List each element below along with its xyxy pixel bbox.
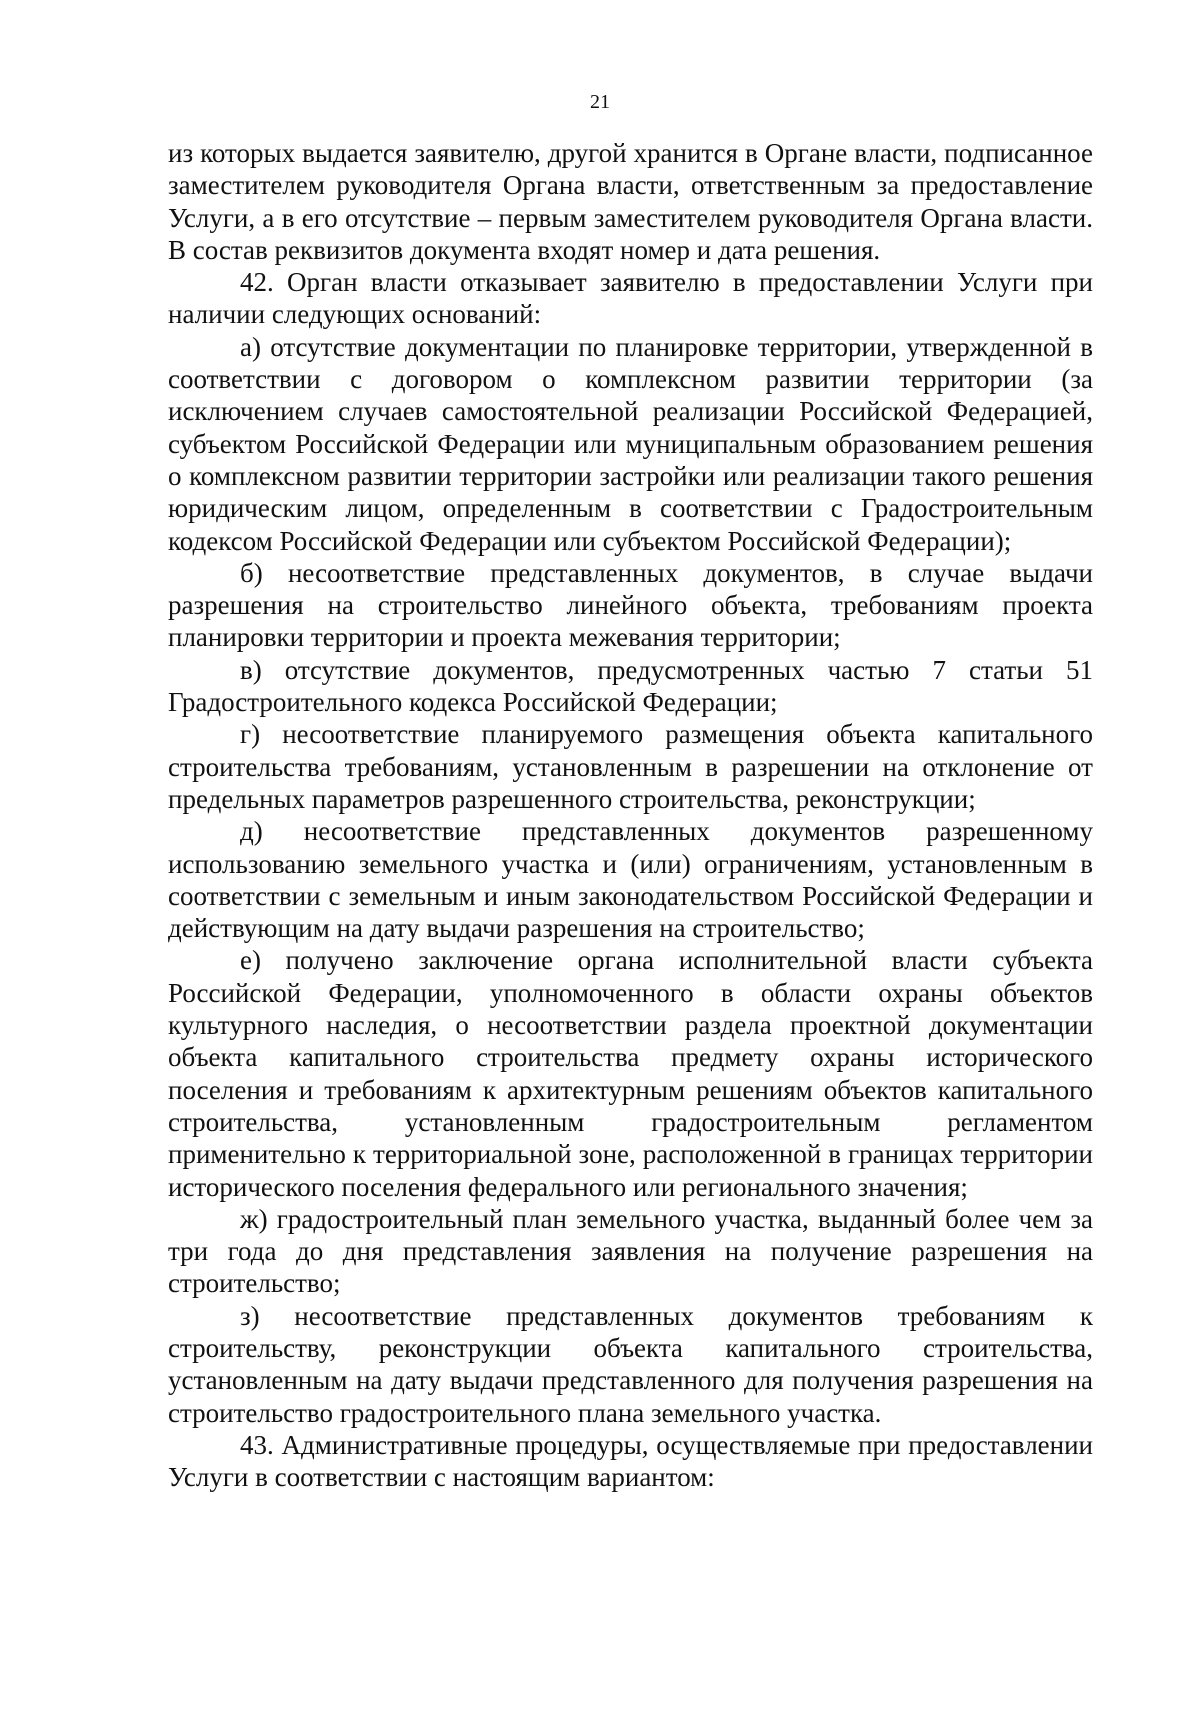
paragraph-43: 43. Административные процедуры, осуществляемые при предоставлении Услуги в соответствии с настоящим вариантом:	[168, 1429, 1093, 1493]
paragraph-42-d: д) несоответствие представленных документов разрешенному использованию земельного участка и (или) ограничениям, установленным в соответствии с земельным и иным законодательством Российской Федерации и действующим на дату выдачи разрешения на строительство;	[168, 816, 1093, 944]
paragraph-42-b: б) несоответствие представленных документов, в случае выдачи разрешения на строительство линейного объекта, требованиям проекта планировки территории и проекта межевания территории;	[168, 557, 1093, 653]
document-body	[168, 137, 1093, 1493]
page-number: 21	[590, 91, 610, 113]
paragraph-42: 42. Орган власти отказывает заявителю в предоставлении Услуги при наличии следующих оснований:	[168, 267, 1093, 330]
paragraph-42-e: е) получено заключение органа исполнительной власти субъекта Российской Федерации, уполномоченного в области охраны объектов культурного наследия, о несоответствии раздела проектной документации объекта капитального строительства предмету охраны исторического поселения и требованиям к архитектурным решениям объектов капитального строительства, установленным градостроительным регламентом применительно к территориальной зоне, расположенной в границах территории исторического поселения федерального или регионального значения;	[168, 945, 1093, 1202]
paragraph-continuation: из которых выдается заявителю, другой хранится в Органе власти, подписанное заместителем руководителя Органа власти, ответственным за предоставление Услуги, а в его отсутствие – первым заместителем руководителя Органа власти. В состав реквизитов документа входят номер и дата решения.	[168, 138, 1093, 265]
paragraph-42-a: а) отсутствие документации по планировке территории, утвержденной в соответствии с договором о комплексном развитии территории (за исключением случаев самостоятельной реализации Российской Федерацией, субъектом Российской Федерации или муниципальным образованием решения о комплексном развитии территории застройки или реализации такого решения юридическим лицом, определенным в соответствии с Градостроительным кодексом Российской Федерации или субъектом Российской Федерации);	[168, 331, 1093, 556]
paragraph-42-v: в) отсутствие документов, предусмотренных частью 7 статьи 51 Градостроительного кодекса Российской Федерации;	[168, 654, 1093, 718]
paragraph-42-g: г) несоответствие планируемого размещения объекта капитального строительства требованиям, установленным в разрешении на отклонение от предельных параметров разрешенного строительства, реконструкции;	[168, 719, 1093, 814]
paragraph-42-zh: ж) градостроительный план земельного участка, выданный более чем за три года до дня представления заявления на получение разрешения на строительство;	[168, 1203, 1093, 1299]
paragraph-42-z: з) несоответствие представленных документов требованиям к строительству, реконструкции объекта капитального строительства, установленным на дату выдачи представленного для получения разрешения на строительство градостроительного плана земельного участка.	[168, 1300, 1093, 1428]
